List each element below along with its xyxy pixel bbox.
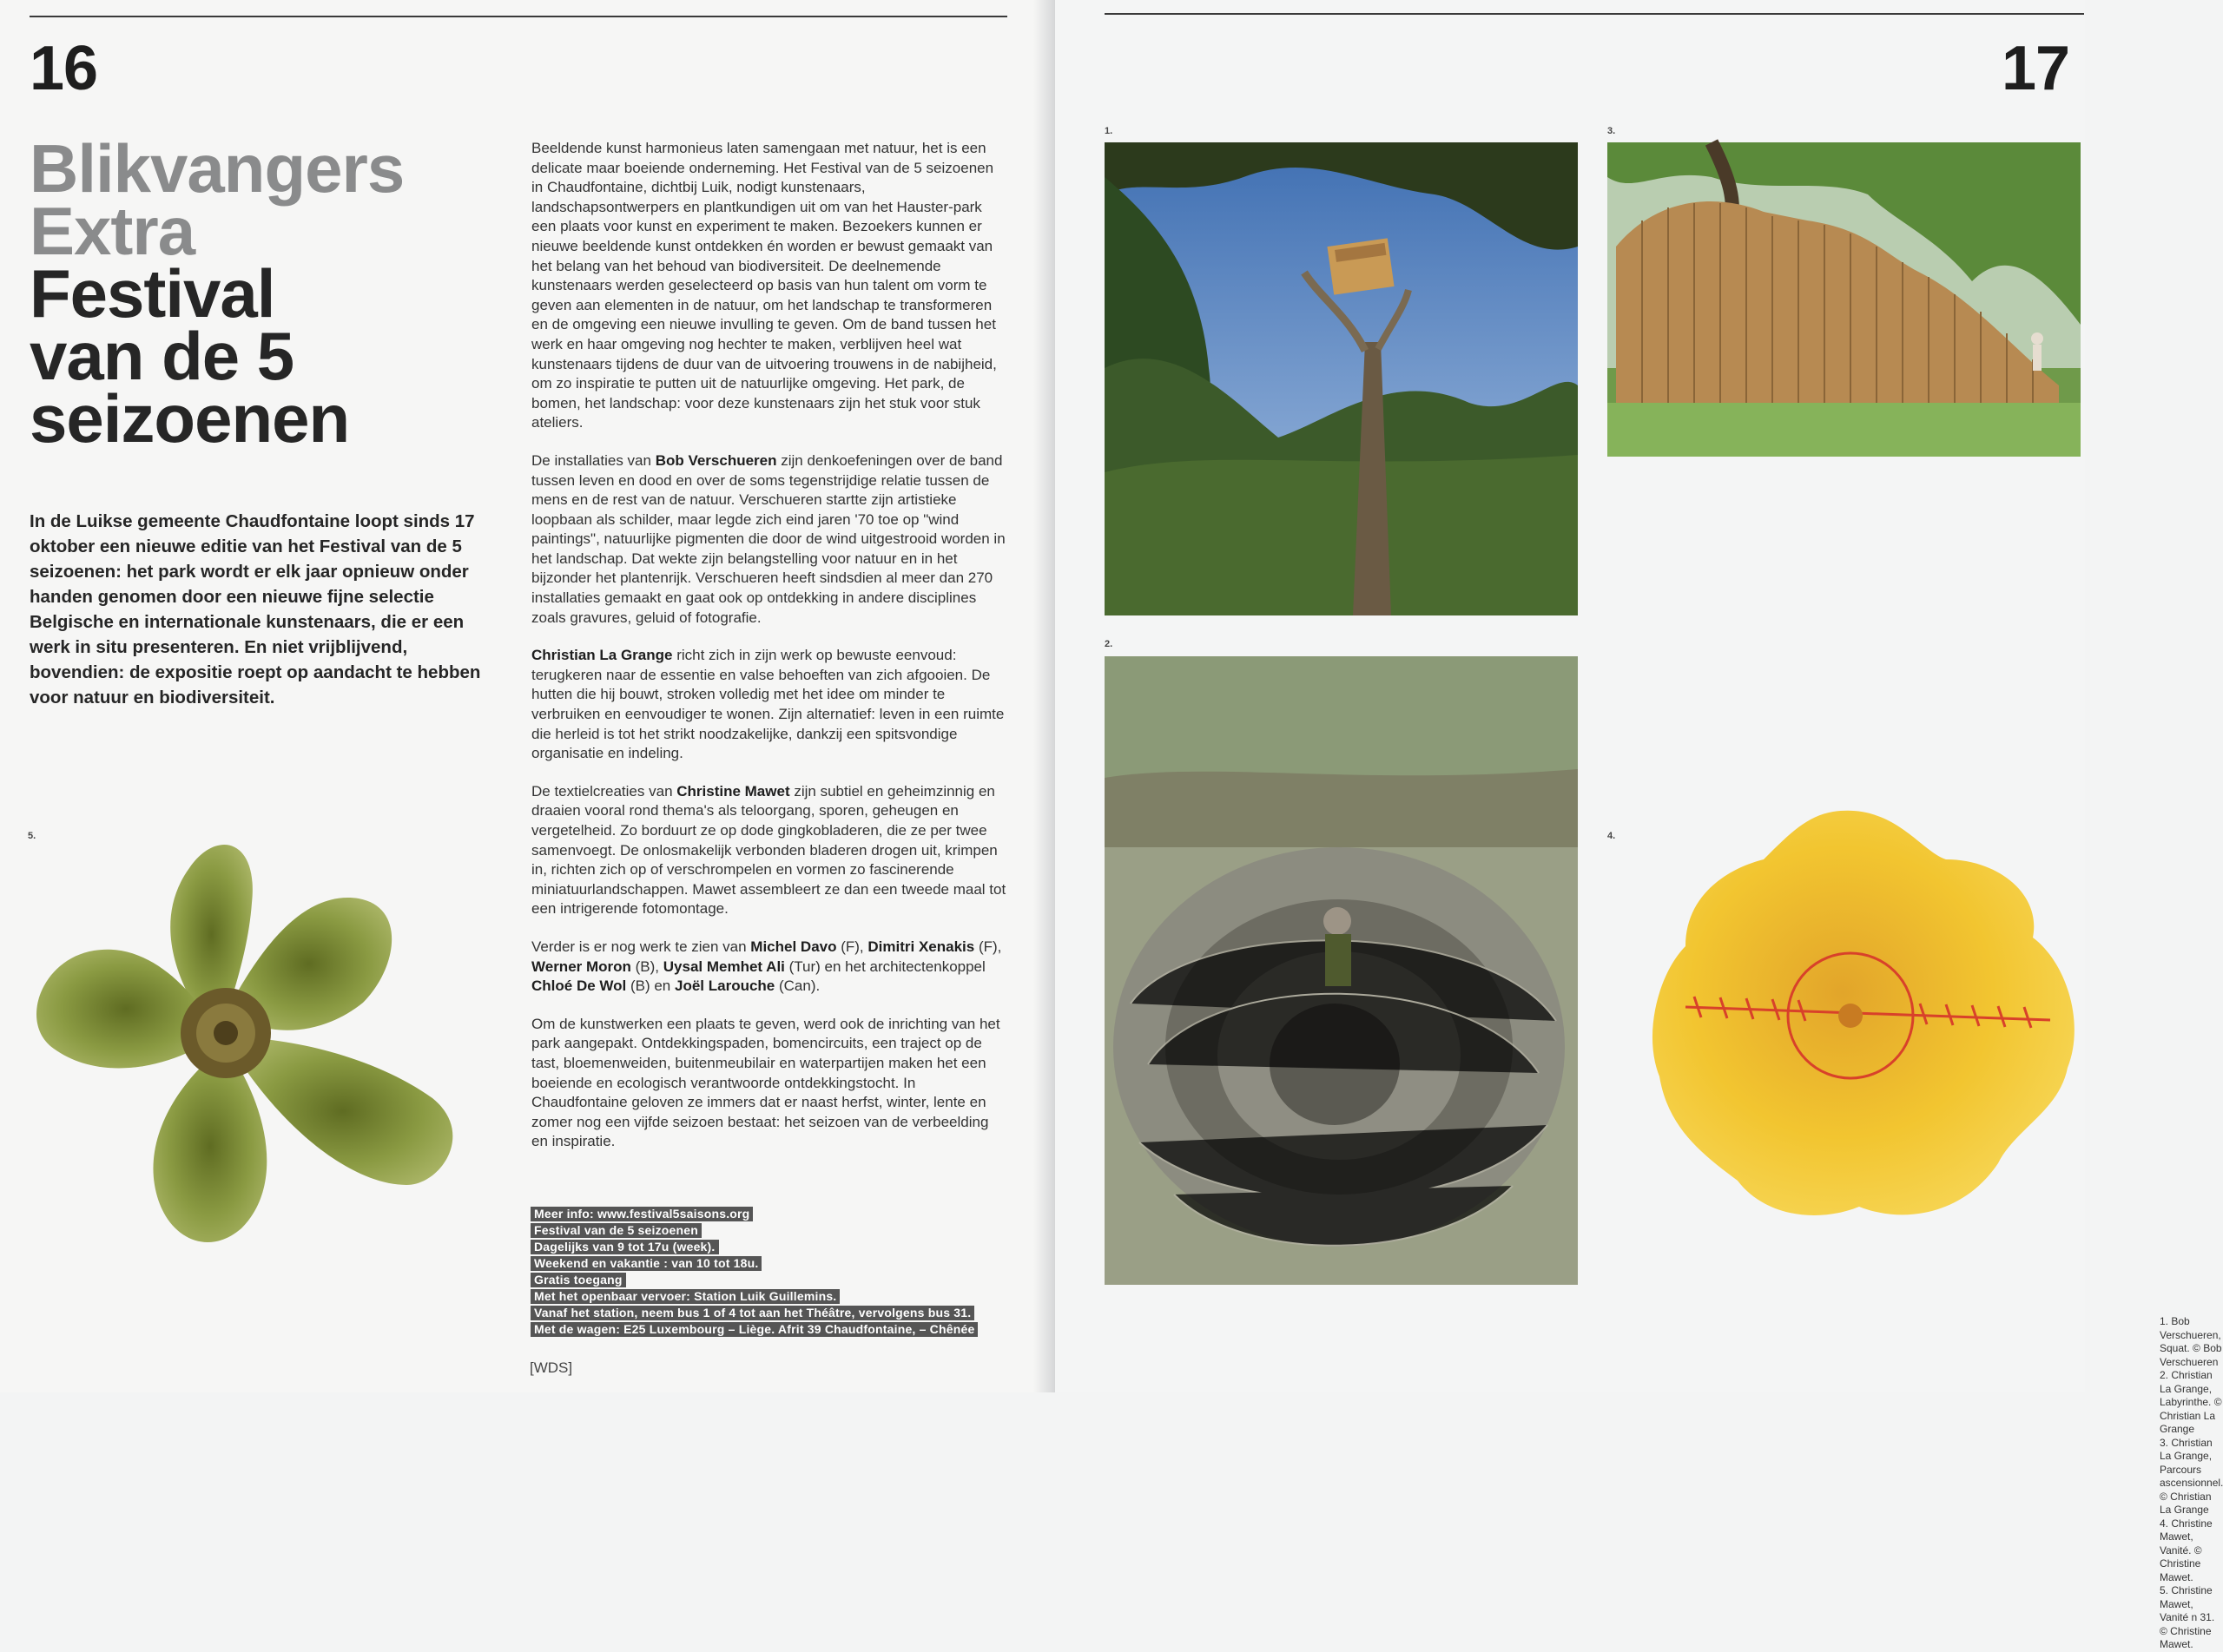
caption-2: 2. Christian La Grange, Labyrinthe. © Christian La Grange (2160, 1369, 2222, 1435)
body-paragraph-4 (531, 782, 1007, 919)
artist-name-werner-moron: Werner Moron (531, 958, 631, 975)
figure-4-label: 4. (1607, 831, 1616, 841)
artist-name-christian-la-grange: Christian La Grange (531, 647, 673, 664)
figure-4-yellow-leaf-artwork (1633, 799, 2081, 1233)
body-paragraph-5 (531, 938, 1007, 997)
info-line-free-entry: Gratis toegang (531, 1273, 626, 1287)
artist-name-dimitri-xenakis: Dimitri Xenakis (867, 938, 975, 955)
figure-5-green-leaf-artwork (24, 820, 472, 1263)
info-line-weekend-hours: Weekend en vakantie : van 10 tot 18u. (531, 1256, 762, 1271)
p5-text-e: (Tur) en het architectenkoppel (784, 958, 986, 975)
green-leaf-shape (36, 845, 452, 1242)
p5-text-b: (F), (836, 938, 868, 955)
p2-text-b: zijn denkoefeningen over de band tussen leven en dood en over de soms tegenstrijdige relatie tussen de mens en de rest van de natuur. Verschueren startte zijn artistieke loopbaan als schilder, maar legde zich eind jaren '70 toe op "wind paintings", natuurlijke pigmenten die door de wind uitgestrooid worden in het landschap. Dat wekte zijn belangstelling voor natuur en in het bijzonder het plantenrijk. Verschueren heeft sindsdien al meer dan 270 installaties gemaakt en gaat ook op ontdekking in andere disciplines zoals gravures, geluid of fotografie. (531, 451, 1006, 626)
caption-4: 4. Christine Mawet, Vanité. © Christine Mawet. (2160, 1517, 2213, 1583)
info-line-festival: Festival van de 5 seizoenen (531, 1223, 702, 1238)
artist-name-christine-mawet: Christine Mawet (676, 782, 790, 800)
page-number-right: 17 (2002, 34, 2070, 103)
p3-text: richt zich in zijn werk op bewuste eenvoud: terugkeren naar de essentie en valse behoeften van zich afgooien. De hutten die hij bouwt, stroken volledig met het idee om minder te verbruiken en eenvoudiger te wonen. Zijn alternatief: leven in een ruimte die herleid is tot het strikt noodzakelijke, dankzij een spitsvondige organisatie en indeling. (531, 647, 1005, 762)
artist-name-uysal-memhet-ali: Uysal Memhet Ali (663, 958, 785, 975)
artist-name-chloe-de-wol: Chloé De Wol (531, 977, 627, 995)
info-box (531, 1207, 1017, 1339)
top-rule (30, 16, 1007, 17)
p4-text-a: De textielcreaties van (531, 782, 677, 800)
artist-name-bob-verschueren: Bob Verschueren (655, 451, 777, 469)
top-rule-right (1105, 13, 2084, 15)
info-line-bus: Vanaf het station, neem bus 1 of 4 tot aan het Théâtre, vervolgens bus 31. (531, 1306, 974, 1320)
figure-1-label: 1. (1105, 126, 1113, 136)
p5-text-f: (B) en (626, 977, 675, 995)
info-line-weekday-hours: Dagelijks van 9 tot 17u (week). (531, 1240, 719, 1254)
p5-text-c: (F), (974, 938, 1002, 955)
p5-text-d: (B), (630, 958, 663, 975)
caption-5: 5. Christine Mawet, Vanité n 31. © Christine Mawet. (2160, 1584, 2215, 1650)
figure-1-tree-house-photo (1105, 142, 1578, 615)
article-title (30, 130, 405, 457)
p5-text-a: Verder is er nog werk te zien van (531, 938, 751, 955)
figure-2-labyrinth-photo (1105, 656, 1578, 1285)
title-dark-line-1: Festival (30, 255, 275, 332)
info-line-car: Met de wagen: E25 Luxembourg – Liège. Afrit 39 Chaudfontaine, – Chênée (531, 1322, 978, 1337)
right-page (1055, 0, 2223, 1650)
title-grey-line-1: Blikvangers (30, 130, 405, 207)
page-number: 16 (30, 34, 98, 103)
body-paragraph-3 (531, 646, 1007, 764)
p2-text-a: De installaties van (531, 451, 656, 469)
figure-5-label: 5. (28, 831, 36, 841)
body-paragraph-6: Om de kunstwerken een plaats te geven, werd ook de inrichting van het park aangepakt. Ontdekkingspaden, bomencircuits, een traject op de tast, bloemenweiden, buitenmeubilair en waterpartijen maken het een boeiende en ecologisch verantwoorde ontdekkingstocht. In Chaudfontaine geloven ze immers dat er naast herfst, winter, lente en zomer nog een vijfde seizoen bestaat: het seizoen van de verbeelding en inspiratie. (531, 1015, 1000, 1150)
body-paragraph-1: Beeldende kunst harmonieus laten samengaan met natuur, het is een delicate maar boeiende onderneming. Het Festival van de 5 seizoenen in Chaudfontaine, dichtbij Luik, nodigt kunstenaars, landschapsontwerpers en plantkundigen uit om van het Hauster-park een plaats voor kunst en experiment te maken. Bezoekers kunnen er nieuwe beeldende kunst ontdekken én worden er bewust gemaakt van het belang van het behoud van biodiversiteit. De deelnemende kunstenaars werden geselecteerd op basis van hun talent om vorm te geven aan elementen in de natuur, om het landschap te transformeren en de omgeving een nieuwe invulling te geven. Om de band tussen het werk en haar omgeving nog hechter te maken, verblijven heel wat kunstenaars tijdens de duur van de uitvoering trouwens in de nabijheid, om zo inspiratie te putten uit de natuurlijke omgeving. Het park, de bomen, het landschap: voor deze kunstenaars zijn het stuk voor stuk ateliers. (531, 140, 997, 431)
info-line-public-transport: Met het openbaar vervoer: Station Luik Guillemins. (531, 1289, 840, 1304)
figure-3-wooden-fence-photo (1607, 142, 2081, 457)
author-signature: [WDS] (530, 1359, 573, 1376)
title-dark-line-2: van de 5 (30, 318, 294, 394)
p4-text-b: zijn subtiel en geheimzinnig en draaien vooral rond thema's als teloorgang, sporen, geheugen en vergetelheid. Zo borduurt ze op dode gingkobladeren, die ze per twee samenvoegt. De onlosmakelijk verbonden bladeren drogen uit, krimpen in, richten zich op of verschrompelen en vormen zo fascinerende miniatuurlandschappen. Mawet assembleert ze dan een tweede maal tot een intrigerende fotomontage. (531, 782, 1006, 918)
article-body (531, 139, 1007, 1170)
figure-2-label: 2. (1105, 639, 1113, 649)
info-line-website: Meer info: www.festival5saisons.org (531, 1207, 753, 1221)
caption-3: 3. Christian La Grange, Parcours ascensionnel. © Christian La Grange (2160, 1436, 2223, 1516)
artist-name-joel-larouche: Joël Larouche (675, 977, 775, 995)
left-page (0, 0, 1048, 1392)
title-grey-line-2: Extra (30, 193, 195, 269)
p5-text-g: (Can). (775, 977, 821, 995)
figure-3-label: 3. (1607, 126, 1616, 136)
artist-name-michel-davo: Michel Davo (750, 938, 837, 955)
caption-1: 1. Bob Verschueren, Squat. © Bob Verschueren (2160, 1315, 2222, 1368)
body-paragraph-2 (531, 451, 1007, 628)
intro-paragraph: In de Luikse gemeente Chaudfontaine loopt sinds 17 oktober een nieuwe editie van het Festival van de 5 seizoenen: het park wordt er elk jaar opnieuw onder handen genomen door een nieuwe fijne selectie Belgische en internationale kunstenaars, die er een werk in situ presenteren. En niet vrijblijvend, bovendien: de expositie roept op aandacht te hebben voor natuur en biodiversiteit. (30, 511, 481, 708)
title-dark-line-3: seizoenen (30, 380, 350, 457)
photo-captions (2160, 1315, 2223, 1652)
